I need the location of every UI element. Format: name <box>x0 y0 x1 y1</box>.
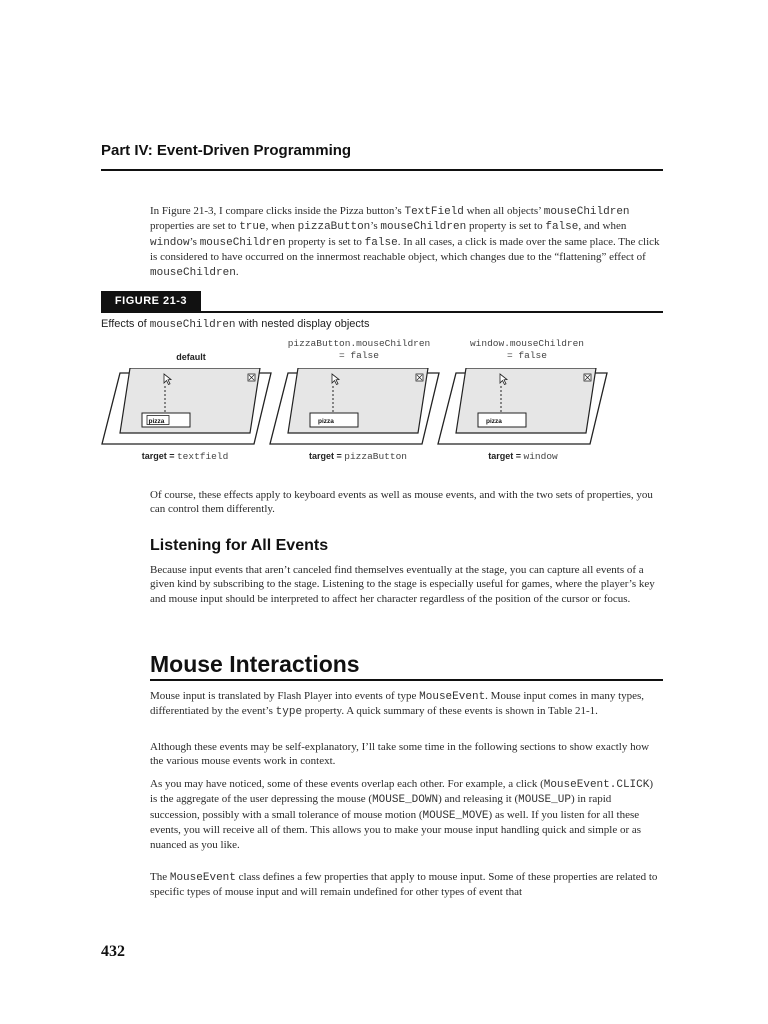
target-label: target = <box>488 451 524 461</box>
text-run: properties are set to <box>150 220 240 233</box>
panel-3-target <box>438 451 608 462</box>
code-term: mouseChildren <box>199 236 286 249</box>
figure-label: FIGURE 21-3 <box>101 291 201 311</box>
code-term: MouseEvent <box>169 872 236 884</box>
code-term: MouseEvent <box>419 691 486 703</box>
text-run: class defines a few properties that apply to mouse input. Some of these properties are related to specific types of mouse input and will remain undefined for other types of event that <box>150 871 658 899</box>
text-run: , when <box>265 220 298 233</box>
text-run: property. A quick summary of these events is shown in Table 21-1. <box>302 705 598 718</box>
code-term: MOUSE_UP <box>518 794 571 807</box>
code-term: type <box>275 706 303 719</box>
panel-1-heading-text: default <box>176 352 206 362</box>
section-paragraph <box>150 563 663 606</box>
panel-3-heading <box>442 338 612 362</box>
code-term: MouseEvent.CLICK <box>543 779 650 791</box>
code-term: false <box>364 236 398 249</box>
mouse-paragraph-1 <box>150 689 663 720</box>
target-label: target = <box>309 451 345 461</box>
code-term: pizzaButton <box>297 221 371 234</box>
panel-3-heading-line2: = false <box>507 350 547 361</box>
running-head: Part IV: Event-Driven Programming <box>101 142 352 159</box>
text-run: property is set to <box>466 220 546 233</box>
text-run: Mouse input is translated by Flash Player into events of type <box>150 690 420 702</box>
text-run: ’s <box>189 235 200 248</box>
caption-code: mouseChildren <box>149 319 236 331</box>
text-run: In Figure 21-3, I compare clicks inside the Pizza button’s <box>150 205 405 217</box>
code-term: mouseChildren <box>543 206 630 218</box>
target-value: pizzaButton <box>344 451 407 462</box>
text-run: As you may have noticed, some of these events overlap each other. For example, a click ( <box>150 778 544 790</box>
code-term: MOUSE_MOVE <box>422 809 489 822</box>
caption-pre: Effects of <box>101 318 150 330</box>
caption-post: with nested display objects <box>235 318 370 330</box>
panel-2-heading-line2: = false <box>339 350 379 361</box>
text-run: . In all cases, a click is made over the same place. The click is considered to have occurred on the innermost reachable object, which changes due to the “flattening” effect of <box>150 235 660 264</box>
code-term: mouseChildren <box>150 266 236 279</box>
panel-2-target <box>273 451 443 462</box>
text-run: . <box>235 265 239 278</box>
target-label: target = <box>141 451 177 461</box>
text-run: ) is the aggregate of the user depressing the mouse ( <box>150 778 654 806</box>
code-term: window <box>150 236 190 249</box>
code-term: MOUSE_DOWN <box>372 794 439 807</box>
code-term: TextField <box>404 206 464 218</box>
figure-caption <box>101 318 369 331</box>
chapter-rule <box>150 679 663 681</box>
text-run: ) in rapid succession, possibly with a small tolerance of mouse motion ( <box>150 793 612 821</box>
pizza-label: pizza <box>148 418 165 425</box>
text-run: , and when <box>578 220 627 233</box>
mouse-paragraph-3-text <box>150 777 663 852</box>
text-run: ) and releasing it ( <box>438 793 519 806</box>
mouse-paragraph-2 <box>150 740 663 769</box>
intro-paragraph <box>150 204 663 280</box>
section-heading: Listening for All Events <box>150 537 329 554</box>
text-run: . Mouse input comes in many types, differentiated by the event’s <box>150 690 645 718</box>
target-value: window <box>523 451 558 462</box>
chapter-heading: Mouse Interactions <box>150 651 360 677</box>
panel-2-heading-line1: pizzaButton.mouseChildren <box>287 338 431 349</box>
text-run: Although these events may be self-explanatory, I’ll take some time in the following sections to show exactly how the various mouse events work in context. <box>150 741 650 768</box>
text-run: ) as well. If you listen for all these events, you will receive all of them. This allows you to make your mouse input handling quick and simple or as nuanced as you like. <box>150 808 642 851</box>
after-figure-text: Of course, these effects apply to keyboard events as well as mouse events, and with the two sets of properties, you can control them differently. <box>150 489 653 516</box>
panel-1-heading <box>106 351 276 363</box>
mouse-paragraph-4 <box>150 870 663 900</box>
figure-rule <box>101 311 663 313</box>
pizza-label: pizza <box>318 418 334 425</box>
target-value: textfield <box>176 451 229 462</box>
panel-1-target <box>100 451 270 462</box>
mouse-paragraph-2-text <box>150 740 663 769</box>
panel-2-diagram <box>268 368 440 448</box>
text-run: The <box>150 871 170 883</box>
code-term: true <box>239 221 266 234</box>
mouse-paragraph-4-text <box>150 870 663 900</box>
panel-3-heading-line1: window.mouseChildren <box>469 338 585 349</box>
panel-2-heading <box>274 338 444 362</box>
panel-1-diagram <box>100 368 272 448</box>
section-text: Because input events that aren’t canceled find themselves eventually at the stage, you can capture all events of a given kind by subscribing to the stage. Listening to the stage is especially useful for games, where the player’s key and mouse input should be interpreted to affect her character regardless of the position of the cursor or focus. <box>150 564 655 605</box>
header-rule <box>101 169 663 171</box>
code-term: false <box>545 221 579 234</box>
mouse-paragraph-3 <box>150 777 663 852</box>
intro-text <box>150 204 663 280</box>
text-run: property is set to <box>285 235 365 248</box>
text-run: ’s <box>370 220 381 233</box>
pizza-label: pizza <box>486 418 502 425</box>
mouse-paragraph-1-text <box>150 689 663 720</box>
after-figure-paragraph <box>150 488 663 517</box>
code-term: mouseChildren <box>380 221 467 234</box>
text-run: when all objects’ <box>463 205 544 217</box>
panel-3-diagram <box>436 368 608 448</box>
page-number: 432 <box>101 943 125 960</box>
